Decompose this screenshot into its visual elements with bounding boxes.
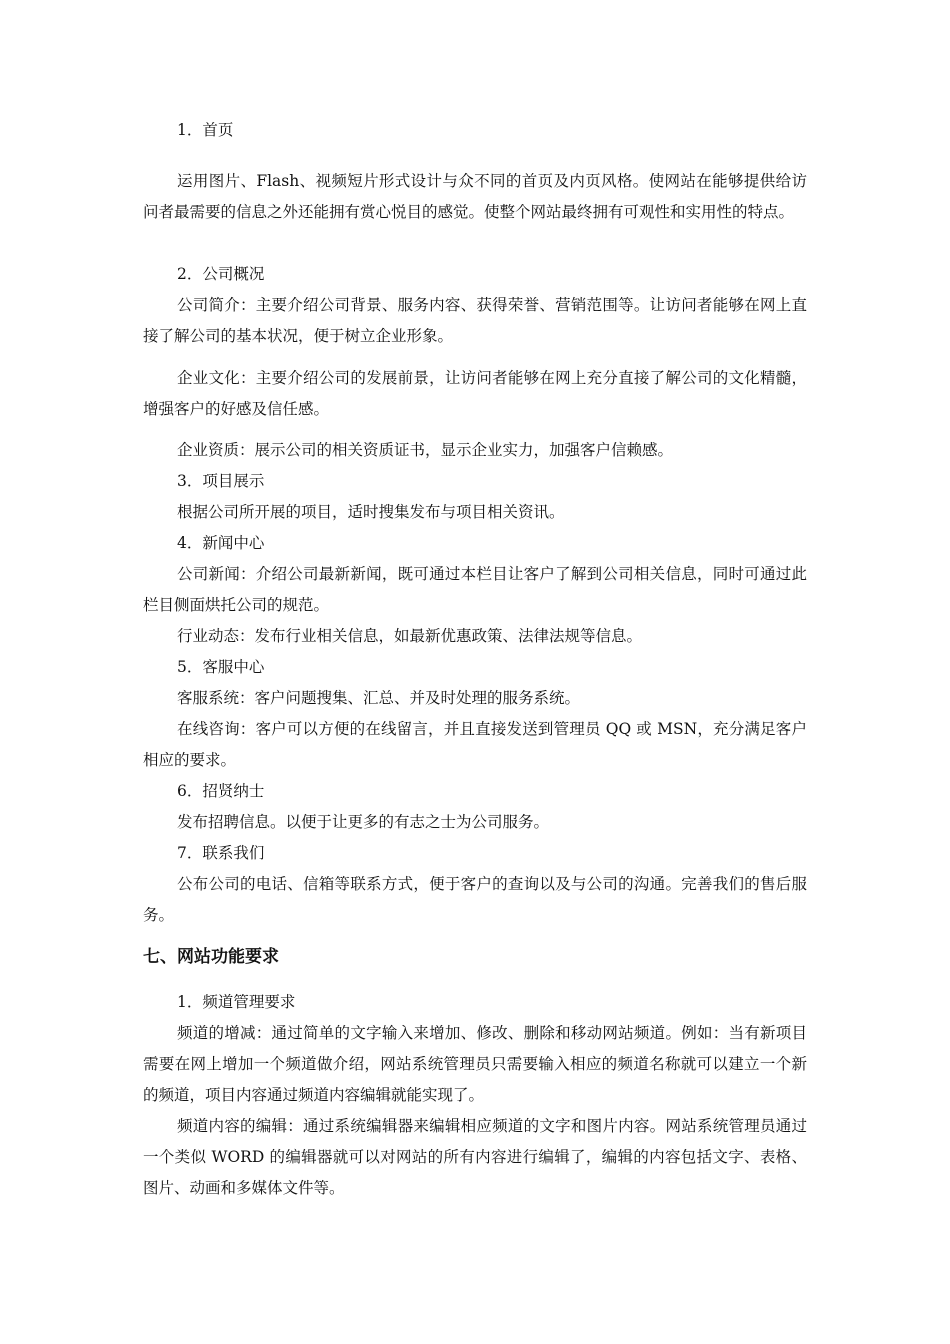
paragraph-recruitment: 发布招聘信息。以便于让更多的有志之士为公司服务。 — [177, 813, 550, 831]
heading-company-overview: 2．公司概况 — [177, 265, 265, 283]
heading-channel-management: 1．频道管理要求 — [177, 993, 296, 1011]
paragraph-qualifications: 企业资质：展示公司的相关资质证书，显示企业实力，加强客户信赖感。 — [177, 441, 674, 459]
paragraph-industry-news: 行业动态：发布行业相关信息，如最新优惠政策、法律法规等信息。 — [177, 627, 643, 645]
paragraph-company-news: 公司新闻：介绍公司最新新闻，既可通过本栏目让客户了解到公司相关信息，同时可通过此栏目侧面烘托公司的规范。 — [143, 565, 807, 614]
heading-customer-service: 5．客服中心 — [177, 658, 265, 676]
paragraph-corporate-culture: 企业文化：主要介绍公司的发展前景，让访问者能够在网上充分直接了解公司的文化精髓，增强客户的好感及信任感。 — [143, 369, 807, 418]
paragraph-channel-content-edit: 频道内容的编辑：通过系统编辑器来编辑相应频道的文字和图片内容。网站系统管理员通过一个类似 WORD 的编辑器就可以对网站的所有内容进行编辑了，编辑的内容包括文字、表格、图片、动画和多媒体文件等。 — [143, 1117, 807, 1197]
paragraph-channel-add-remove: 频道的增减：通过简单的文字输入来增加、修改、删除和移动网站频道。例如：当有新项目需要在网上增加一个频道做介绍，网站系统管理员只需要输入相应的频道名称就可以建立一个新的频道，项目内容通过频道内容编辑就能实现了。 — [143, 1024, 807, 1104]
paragraph-service-system: 客服系统：客户问题搜集、汇总、并及时处理的服务系统。 — [177, 689, 581, 707]
heading-news-center: 4．新闻中心 — [177, 534, 265, 552]
paragraph-online-consult: 在线咨询：客户可以方便的在线留言，并且直接发送到管理员 QQ 或 MSN，充分满足客户相应的要求。 — [143, 720, 808, 769]
paragraph-projects: 根据公司所开展的项目，适时搜集发布与项目相关资讯。 — [177, 503, 565, 521]
section-title-function-requirements: 七、网站功能要求 — [143, 947, 279, 967]
paragraph-company-intro: 公司简介：主要介绍公司背景、服务内容、获得荣誉、营销范围等。让访问者能够在网上直接了解公司的基本状况，便于树立企业形象。 — [143, 296, 807, 345]
heading-recruitment: 6．招贤纳士 — [177, 782, 265, 800]
heading-projects: 3．项目展示 — [177, 472, 265, 490]
heading-homepage: 1．首页 — [177, 121, 234, 139]
paragraph-contact-us: 公布公司的电话、信箱等联系方式，便于客户的查询以及与公司的沟通。完善我们的售后服务。 — [143, 875, 807, 924]
heading-contact-us: 7．联系我们 — [177, 844, 265, 862]
paragraph-homepage: 运用图片、Flash、视频短片形式设计与众不同的首页及内页风格。使网站在能够提供给访问者最需要的信息之外还能拥有赏心悦目的感觉。使整个网站最终拥有可观性和实用性的特点。 — [143, 172, 807, 221]
